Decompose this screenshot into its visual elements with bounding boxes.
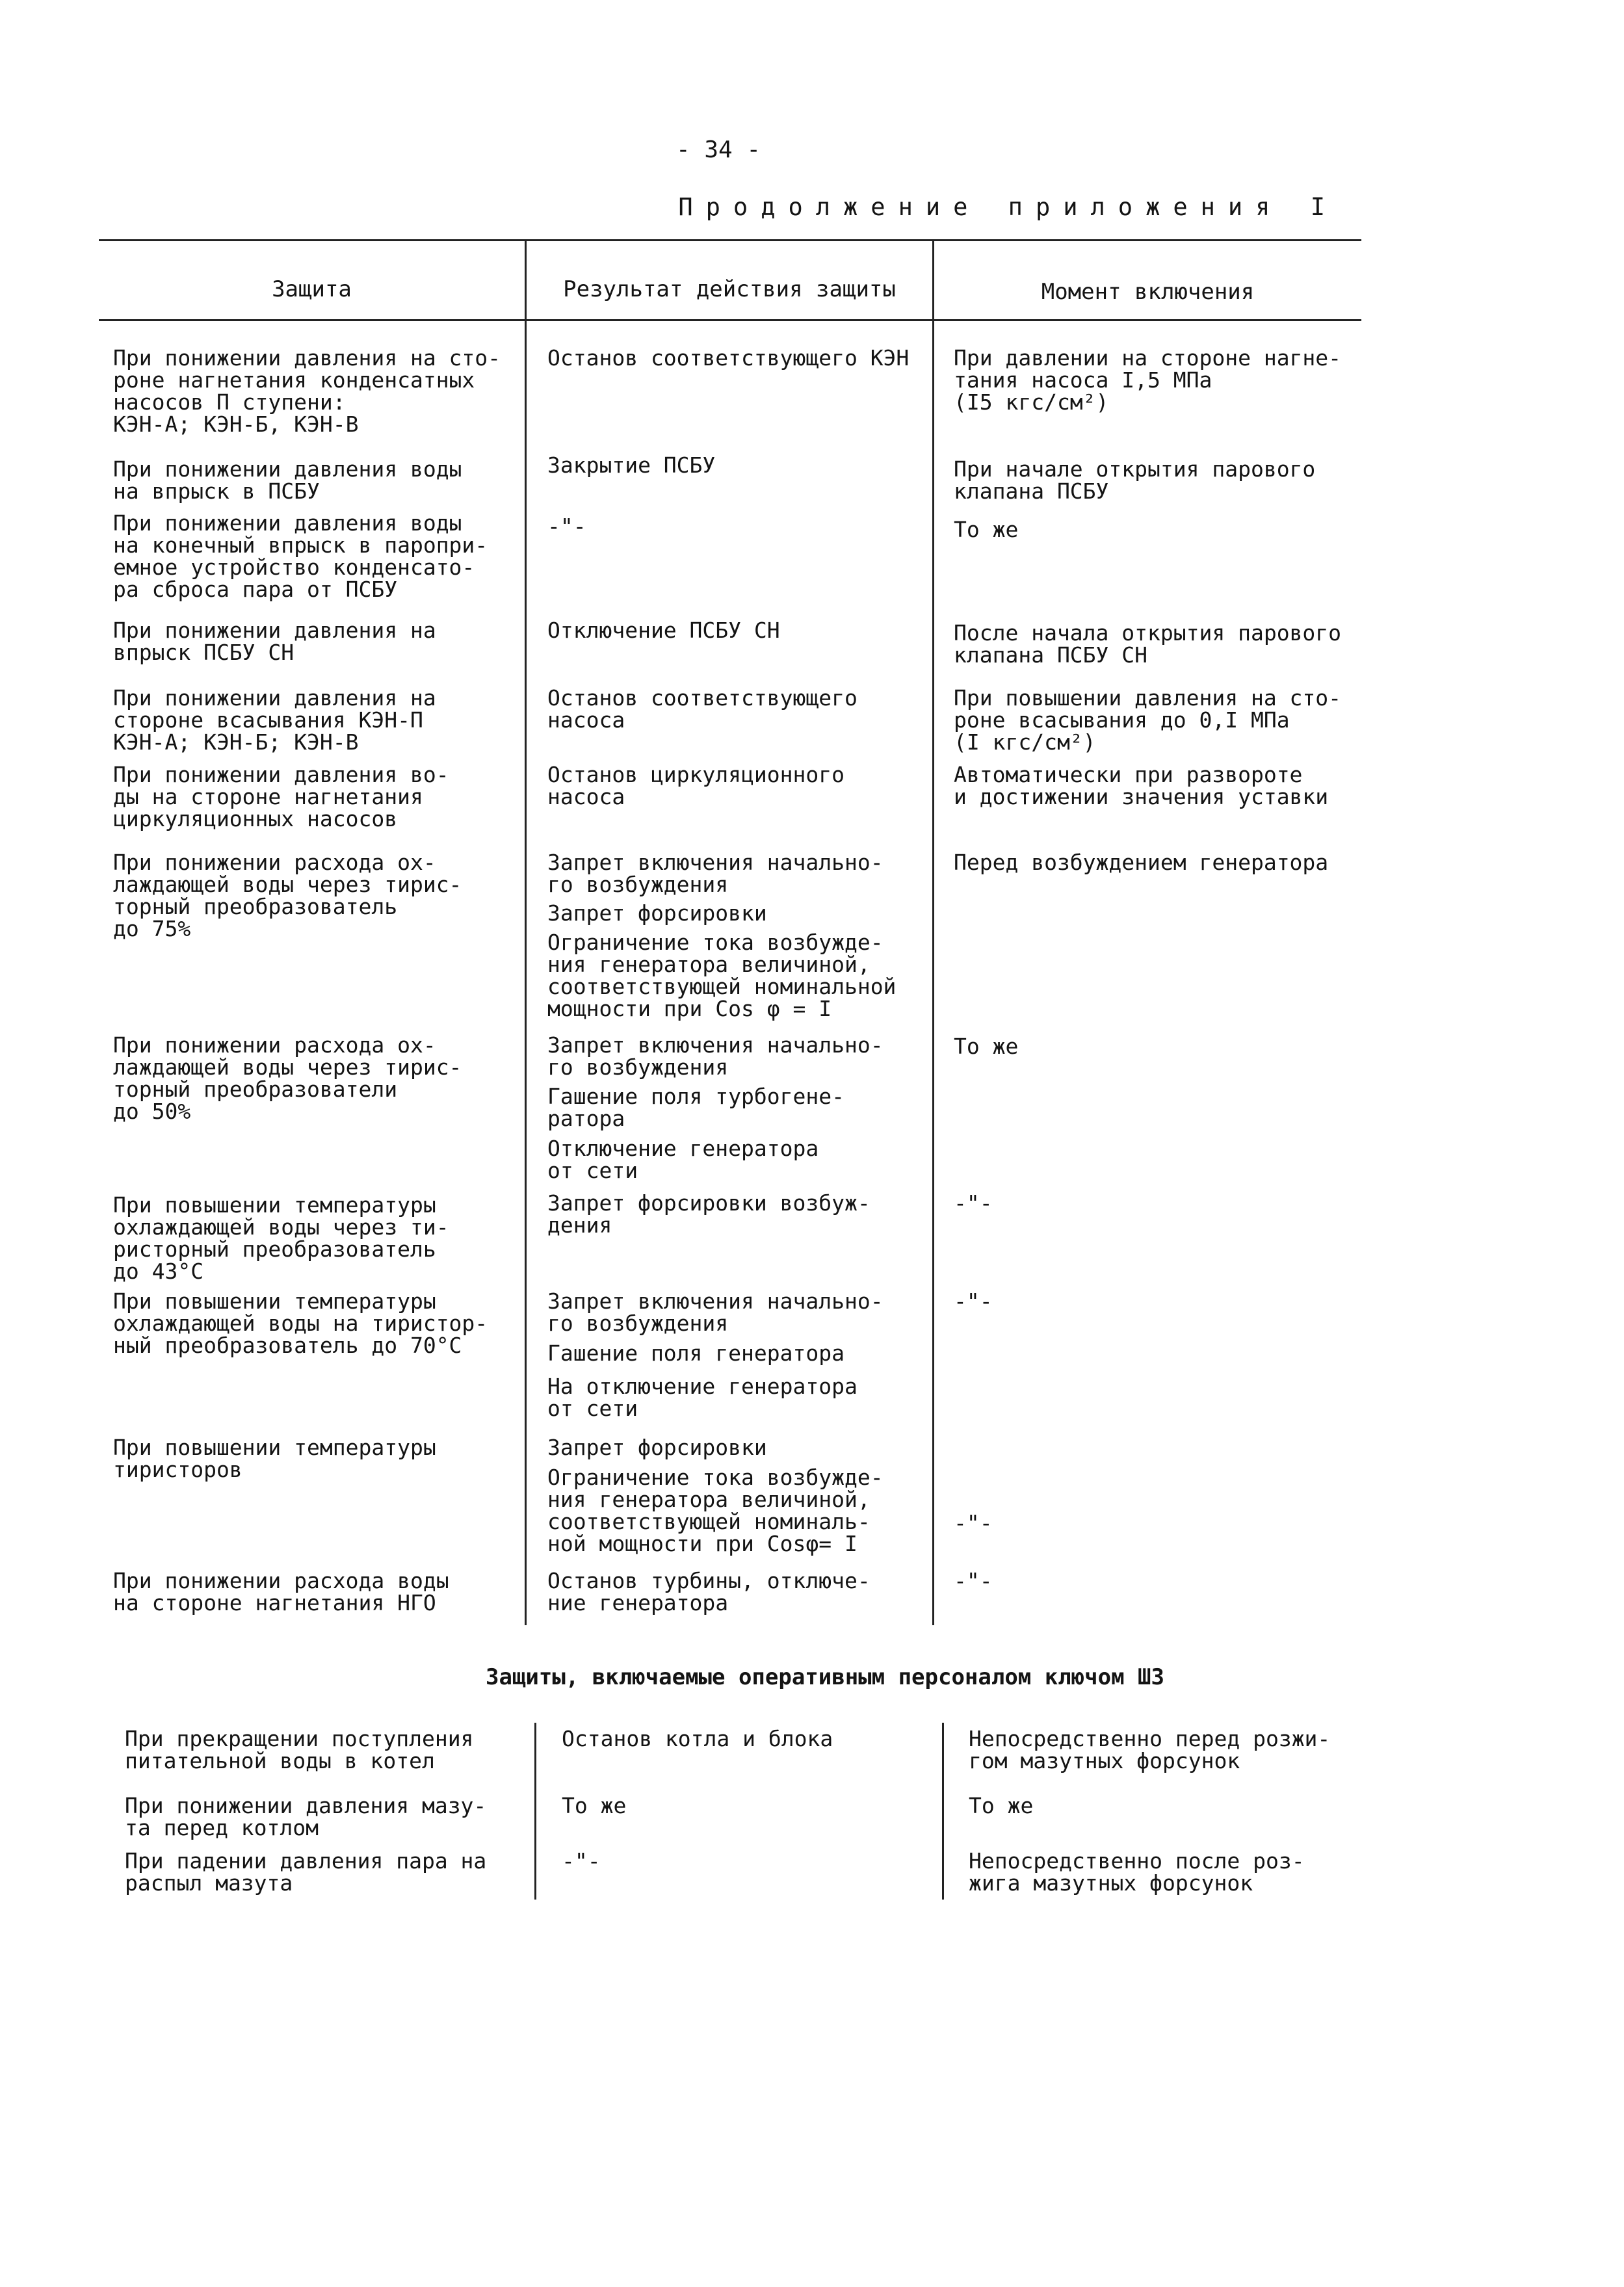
row-protection: При понижении давления на стороне всасывания КЭН-П КЭН-А; КЭН-Б; КЭН-В [113, 685, 436, 755]
row-result: То же [562, 1793, 627, 1818]
row-moment: -"- [954, 1190, 993, 1216]
table-top-rule [99, 239, 1361, 241]
row-result: Гашение поля генератора [547, 1340, 845, 1366]
row-protection: При повышении температуры охлаждающей воды через ти- ристорный преобразователь до 43°C [113, 1192, 449, 1284]
row-protection: При понижении давления на сто- роне нагнетания конденсатных насосов П ступени: КЭН-А; КЭН-Б, КЭН-В [113, 345, 501, 437]
row-protection: При повышении температуры охлаждающей воды на тиристор- ный преобразователь до 70°C [113, 1288, 488, 1358]
row-moment: -"- [954, 1510, 993, 1536]
row-result: Останов соответствующего насоса [547, 685, 858, 733]
row-protection: При понижении давления воды на конечный впрыск в паропри- емное устройство конденсато- ра сброса пара от ПСБУ [113, 510, 488, 602]
row-moment: После начала открытия парового клапана ПСБУ СН [954, 620, 1342, 668]
row-result: Запрет включения начально- го возбуждения [547, 850, 884, 897]
column-divider-1 [525, 239, 527, 1625]
row-moment: -"- [954, 1568, 993, 1593]
row-protection: При понижении давления воды на впрыск в ПСБУ [113, 456, 462, 504]
row-result: На отключение генератора от сети [547, 1374, 858, 1421]
row-moment: Непосредственно перед розжи- гом мазутных форсунок [969, 1726, 1331, 1773]
page-number: - 34 - [675, 137, 761, 163]
row-protection: При понижении давления мазу- та перед котлом [125, 1793, 487, 1840]
row-result: Запрет форсировки возбуж- дения [547, 1190, 871, 1238]
row-moment: При повышении давления на сто- роне всасывания до 0,I МПа (I кгс/см²) [954, 685, 1342, 755]
column-divider-2 [942, 1723, 944, 1900]
row-protection: При понижении расхода воды на стороне нагнетания НГО [113, 1568, 449, 1615]
row-moment: При начале открытия парового клапана ПСБУ [954, 456, 1316, 504]
row-result: Останов циркуляционного насоса [547, 762, 845, 809]
row-protection: При падении давления пара на распыл мазута [125, 1848, 487, 1896]
operator-protection-table [99, 1703, 1361, 1911]
row-result: Останов котла и блока [562, 1726, 833, 1751]
row-moment: При давлении на стороне нагне- тания насоса I,5 МПа (I5 кгс/см²) [954, 345, 1342, 415]
row-protection: При понижении давления во- ды на стороне нагнетания циркуляционных насосов [113, 762, 449, 831]
column-divider-1 [534, 1723, 536, 1900]
row-moment: Непосредственно после роз- жига мазутных форсунок [969, 1848, 1305, 1896]
row-result: Останов турбины, отключе- ние генератора [547, 1568, 871, 1615]
row-result: Запрет форсировки [547, 900, 767, 926]
row-result: Отключение генератора от сети [547, 1136, 819, 1183]
row-protection: При понижении расхода ох- лаждающей воды через тирис- торный преобразователь до 75% [113, 850, 462, 941]
row-protection: При понижении расхода ох- лаждающей воды через тирис- торный преобразователи до 50% [113, 1032, 462, 1124]
header-result: Результат действия защиты [563, 276, 896, 302]
row-result: Запрет форсировки [547, 1435, 767, 1460]
row-protection: При повышении температуры тиристоров [113, 1435, 436, 1482]
column-divider-2 [932, 239, 934, 1625]
header-moment: Момент включения [1041, 279, 1255, 305]
row-result: Запрет включения начально- го возбуждения [547, 1032, 884, 1080]
row-protection: При прекращении поступления питательной воды в котел [125, 1726, 474, 1773]
row-result: -"- [562, 1848, 601, 1874]
row-result: Ограничение тока возбужде- ния генератора величиной, соответствующей номиналь- ной мощности при Cosφ= I [547, 1465, 884, 1556]
protection-table [99, 239, 1361, 1630]
header-bottom-rule [99, 319, 1361, 321]
row-result: -"- [547, 514, 586, 539]
row-result: Гашение поля турбогене- ратора [547, 1084, 845, 1131]
row-result: Ограничение тока возбужде- ния генератора величиной, соответствующей номинальной мощности при Cos φ = I [547, 930, 897, 1021]
row-protection: При понижении давления на впрыск ПСБУ СН [113, 618, 436, 665]
header-protection: Защита [272, 276, 352, 302]
row-moment: То же [969, 1793, 1034, 1818]
row-moment: Автоматически при развороте и достижении значения уставки [954, 762, 1329, 809]
row-result: Останов соответствующего КЭН [547, 345, 910, 371]
operator-protections-heading: Защиты, включаемые оперативным персоналом ключом ШЗ [486, 1664, 1164, 1690]
row-moment: Перед возбуждением генератора [954, 850, 1329, 875]
row-result: Закрытие ПСБУ [547, 452, 716, 478]
row-moment: То же [954, 1034, 1019, 1059]
row-result: Запрет включения начально- го возбуждения [547, 1288, 884, 1336]
row-result: Отключение ПСБУ СН [547, 618, 780, 643]
continuation-title: Продолжение приложения I [678, 193, 1338, 221]
row-moment: То же [954, 517, 1019, 542]
row-moment: -"- [954, 1288, 993, 1314]
